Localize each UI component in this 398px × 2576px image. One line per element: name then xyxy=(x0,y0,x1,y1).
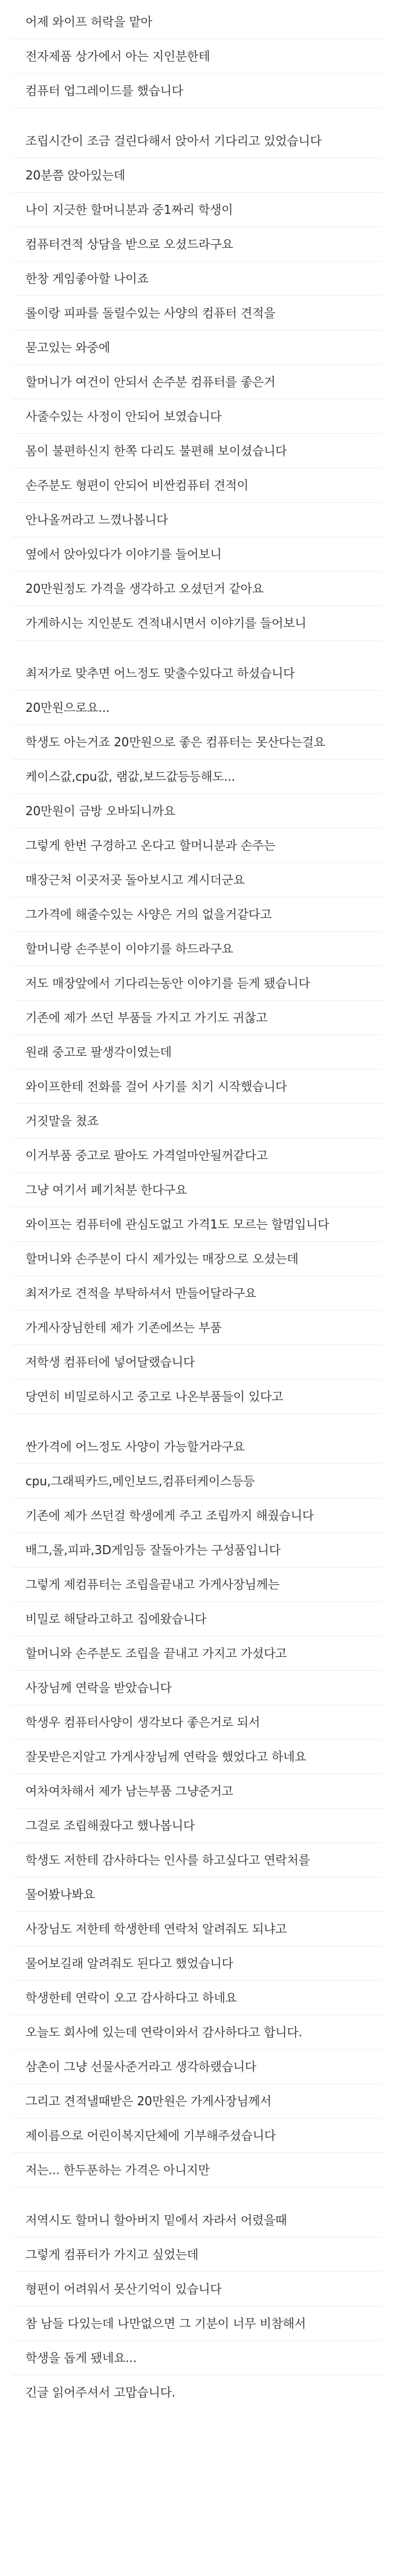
text-line: 학생도 저한테 감사하다는 인사를 하고싶다고 연락처를 xyxy=(12,1843,382,1877)
text-line: 형편이 어려워서 못산기억이 있습니다 xyxy=(12,2272,382,2306)
text-line: 원래 중고로 팔생각이였는데 xyxy=(12,1035,382,1070)
text-line: 전자제품 상가에서 아는 지인분한테 xyxy=(12,39,382,74)
text-line: 묻고있는 와중에 xyxy=(12,331,382,365)
text-line: 매장근처 이곳저곳 돌아보시고 계시더군요 xyxy=(12,863,382,897)
text-line: 할머니와 손주분이 다시 제가있는 매장으로 오셨는데 xyxy=(12,1242,382,1276)
text-line: 사줄수있는 사정이 안되어 보였습니다 xyxy=(12,399,382,434)
text-line: 당연히 비밀로하시고 중고로 나온부품들이 있다고 xyxy=(12,1380,382,1414)
text-line: 비밀로 해달라고하고 집에왔습니다 xyxy=(12,1602,382,1636)
text-line: 그걸로 조립해줬다고 했나봅니다 xyxy=(12,1809,382,1843)
text-line: 가게하시는 지인분도 견적내시면서 이야기를 들어보니 xyxy=(12,606,382,641)
text-line: 20분쯤 앉아있는데 xyxy=(12,158,382,193)
text-line: 저도 매장앞에서 기다리는동안 이야기를 듣게 됐습니다 xyxy=(12,966,382,1001)
text-line: 배그,롤,피파,3D게임등 잘돌아가는 구성품입니다 xyxy=(12,1533,382,1567)
text-line: 긴글 읽어주셔서 고맙습니다. xyxy=(25,2385,175,2400)
text-line: 여차여차해서 제가 남는부품 그냥준거고 xyxy=(12,1774,382,1809)
text-line: 학생한테 연락이 오고 감사하다고 하네요 xyxy=(12,1981,382,2015)
text-line: 그냥 여기서 폐기처분 한다구요 xyxy=(12,1173,382,1207)
text-line: 사장님께 연락을 받았습니다 xyxy=(12,1671,382,1705)
text-line: 저역시도 할머니 할아버지 밑에서 자라서 어렸을때 xyxy=(12,2203,382,2238)
text-line: 손주분도 형편이 안되어 비싼컴퓨터 견적이 xyxy=(12,468,382,503)
text-line: 할머니가 여건이 안되서 손주분 컴퓨터를 좋은거 xyxy=(12,365,382,399)
text-line: 기존에 제가 쓰던걸 학생에게 주고 조립까지 해줬습니다 xyxy=(12,1499,382,1533)
text-line: 싼가격에 어느정도 사양이 가능할거라구요 xyxy=(12,1430,382,1464)
text-line: 오늘도 회사에 있는데 연락이와서 감사하다고 합니다. xyxy=(12,2015,382,2050)
text-line: 그가격에 해줄수있는 사양은 거의 없을거같다고 xyxy=(12,897,382,932)
text-line: 그렇게 제컴퓨터는 조립을끝내고 가게사장님께는 xyxy=(12,1567,382,1602)
text-line: 참 남들 다있는데 나만없으면 그 기분이 너무 비참해서 xyxy=(12,2306,382,2341)
text-line: 최저가로 맞추면 어느정도 맞출수있다고 하셨습니다 xyxy=(12,656,382,691)
text-line: 삼촌이 그냥 선물사준거라고 생각하랬습니다 xyxy=(12,2050,382,2084)
text-line: 컴퓨터견적 상담을 받으로 오셨드라구요 xyxy=(12,227,382,262)
text-line: 제이름으로 어린이복지단체에 기부해주셨습니다 xyxy=(12,2119,382,2153)
text-line: 컴퓨터 업그레이드를 했습니다 xyxy=(12,74,382,108)
text-line: 거짓말을 쳤죠 xyxy=(12,1104,382,1138)
text-line: 그리고 견적낼때받은 20만원은 가게사장님께서 xyxy=(12,2084,382,2119)
text-line: 그렇게 컴퓨터가 가지고 싶었는데 xyxy=(12,2238,382,2272)
text-line: 학생을 돕게 됐네요... xyxy=(12,2341,382,2375)
text-line: 할머니와 손주분도 조립을 끝내고 가지고 가셨다고 xyxy=(12,1636,382,1671)
text-line: 기존에 제가 쓰던 부품들 가지고 가기도 귀찮고 xyxy=(12,1001,382,1035)
text-line: 조립시간이 조금 걸린다해서 앉아서 기다리고 있었습니다 xyxy=(12,124,382,158)
text-line: 물어보길래 알려줘도 된다고 했었습니다 xyxy=(12,1946,382,1981)
text-line: 20만원으로요... xyxy=(12,691,382,725)
text-line: 할머니랑 손주분이 이야기를 하드라구요 xyxy=(12,932,382,966)
text-line: 옆에서 앉아있다가 이야기를 들어보니 xyxy=(12,537,382,572)
text-line: 학생도 아는거죠 20만원으로 좋은 컴퓨터는 못산다는걸요 xyxy=(12,725,382,760)
text-line: 케이스값,cpu값, 램값,보드값등등해도... xyxy=(12,760,382,794)
text-line: 한창 게임좋아할 나이죠 xyxy=(12,262,382,296)
text-line: 사장님도 저한테 학생한테 연락처 알려줘도 되냐고 xyxy=(12,1912,382,1946)
text-line: 몸이 불편하신지 한쪽 다리도 불편해 보이셨습니다 xyxy=(12,434,382,468)
text-line: 저는... 한두푼하는 가격은 아니지만 xyxy=(12,2153,382,2187)
text-line: 나이 지긋한 할머니분과 중1짜리 학생이 xyxy=(12,193,382,227)
text-line: 어제 와이프 허락을 맡아 xyxy=(12,5,382,39)
text-line: 그렇게 한번 구경하고 온다고 할머니분과 손주는 xyxy=(12,828,382,863)
text-line: 잘못받은지알고 가게사장님께 연락을 했었다고 하네요 xyxy=(12,1740,382,1774)
text-line: 학생우 컴퓨터사양이 생각보다 좋은거로 되서 xyxy=(12,1705,382,1740)
text-line: 안나올꺼라고 느꼈나봅니다 xyxy=(12,503,382,537)
text-line: 가게사장님한테 제가 기존에쓰는 부품 xyxy=(12,1311,382,1345)
text-line: 저학생 컴퓨터에 넣어달랬습니다 xyxy=(12,1345,382,1380)
text-line: 롤이랑 피파를 돌릴수있는 사양의 컴퓨터 견적을 xyxy=(12,296,382,331)
text-line: 물어봤나봐요 xyxy=(12,1877,382,1912)
text-line: 최저가로 견적을 부탁하셔서 만들어달라구요 xyxy=(12,1276,382,1311)
text-line: 20만원이 금방 오바되니까요 xyxy=(12,794,382,828)
text-line: 와이프한테 전화를 걸어 사기를 치기 시작했습니다 xyxy=(12,1070,382,1104)
text-line: cpu,그래픽카드,메인보드,컴퓨터케이스등등 xyxy=(12,1464,382,1499)
text-line: 이거부품 중고로 팔아도 가격얼마안될꺼같다고 xyxy=(12,1138,382,1173)
text-line: 와이프는 컴퓨터에 관심도없고 가격1도 모르는 할멈입니다 xyxy=(12,1207,382,1242)
text-line: 20만원정도 가격을 생각하고 오셨던거 같아요 xyxy=(12,572,382,606)
